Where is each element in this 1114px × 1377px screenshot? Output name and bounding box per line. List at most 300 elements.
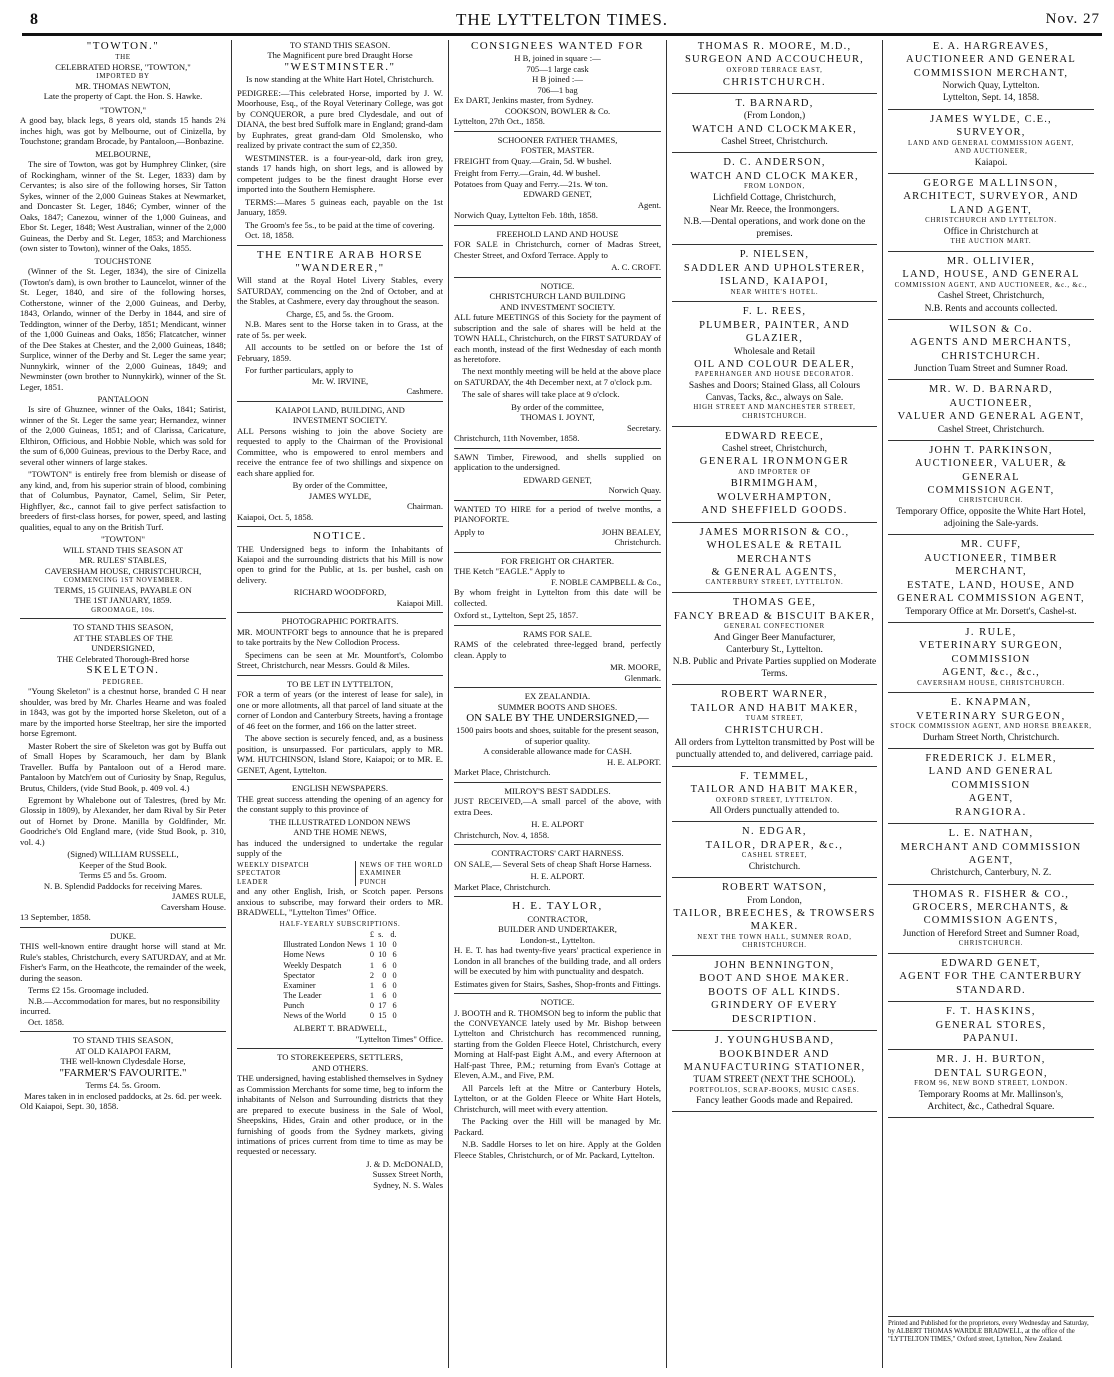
business-card bbox=[672, 156, 877, 240]
card-line: All Orders punctually attended to. bbox=[709, 806, 840, 817]
ad-heading: PHOTOGRAPHIC PORTRAITS. bbox=[281, 616, 399, 627]
table-row bbox=[281, 1001, 398, 1011]
card-line: Durham Street North, Christchurch. bbox=[922, 732, 1060, 743]
divider bbox=[888, 440, 1094, 441]
pence-cell: 0 bbox=[392, 970, 397, 980]
ad-line: A considerable allowance made for CASH. bbox=[483, 746, 632, 757]
divider bbox=[672, 877, 877, 878]
card-line: N. EDGAR, bbox=[741, 826, 808, 838]
signature: Caversham House. bbox=[161, 901, 226, 912]
card-line: THOMAS R. FISHER & CO., bbox=[912, 888, 1070, 900]
table-header-row bbox=[281, 930, 398, 940]
card-line: GENERAL STORES, bbox=[935, 1019, 1047, 1031]
divider bbox=[237, 1048, 443, 1049]
pence-cell: 0 bbox=[392, 1011, 397, 1021]
card-line: T. BARNARD, bbox=[735, 98, 814, 109]
card-line: LAND AGENT, bbox=[950, 204, 1032, 216]
paragraph: PEDIGREE:—This celebrated Horse, imported by J. W. Moorhouse, Esq., of the Royal Veterinary College, was got by CONQUEROR, a pure bred Clydesdale, and out of DIANA, the best bred Suffolk mare in England; grand-dam by Euphrates, great grand-dam Old Smolensko, who realized by private contract the sum of £2,350. bbox=[237, 87, 443, 151]
business-card bbox=[888, 444, 1094, 531]
column-divider bbox=[882, 40, 883, 1368]
divider bbox=[672, 93, 877, 94]
divider bbox=[888, 622, 1094, 623]
divider bbox=[454, 782, 661, 783]
signature: JOHN BEALEY, bbox=[601, 526, 661, 537]
ad-line: Mares taken in in enclosed paddocks, at 2s. 6d. per week. bbox=[24, 1090, 222, 1101]
card-line: All orders from Lyttelton transmitted by Post will be punctually attended to, and delivered, carriage paid. bbox=[674, 738, 875, 761]
divider bbox=[20, 618, 226, 619]
ad-line: The Groom's fee 5s., to be paid at the time of covering. bbox=[245, 219, 435, 230]
card-line: MR. J. H. BURTON, bbox=[936, 1054, 1046, 1066]
divider bbox=[20, 927, 226, 928]
card-line: J. RULE, bbox=[965, 626, 1017, 638]
signature: Cashmere. bbox=[406, 386, 443, 397]
card-line: Canterbury St., Lyttelton. bbox=[726, 644, 823, 655]
card-line: Temporary Rooms at Mr. Mallinson's, bbox=[918, 1089, 1064, 1100]
card-line: CHRISTCHURCH. bbox=[742, 412, 807, 420]
paragraph: H. E. T. has had twenty-five years' practical experience in London in all branches of the building trade, and all orders will be executed by him with punctuality and despatch. bbox=[454, 945, 661, 977]
divider bbox=[888, 884, 1094, 885]
card-line: SURVEYOR, bbox=[956, 127, 1026, 139]
ad-heading: EX ZEALANDIA. bbox=[524, 691, 591, 702]
card-line: F. L. REES, bbox=[742, 306, 807, 318]
divider bbox=[672, 301, 877, 302]
business-card bbox=[888, 538, 1094, 617]
divider bbox=[888, 1049, 1094, 1050]
card-line: AGENT FOR THE CANTERBURY bbox=[899, 971, 1083, 983]
ad-line: Freight from Ferry.—Grain, 4d. ₩ bushel. bbox=[454, 168, 601, 179]
subscription-name: News of the World bbox=[283, 1011, 346, 1021]
table-row bbox=[281, 1011, 398, 1021]
signature: Sydney, N. S. Wales bbox=[373, 1179, 443, 1190]
card-line: PLUMBER, PAINTER, AND GLAZIER, bbox=[699, 319, 850, 345]
business-card bbox=[672, 881, 877, 951]
paragraph: THE great success attending the opening of an agency for the constant supply to this province of bbox=[237, 793, 443, 815]
card-line: CAVERSHAM HOUSE, CHRISTCHURCH. bbox=[917, 679, 1065, 687]
divider bbox=[454, 131, 661, 132]
card-line: PAPANUI. bbox=[963, 1032, 1019, 1044]
signature: J. & D. McDONALD, bbox=[366, 1158, 443, 1169]
newspaper-list bbox=[237, 861, 443, 887]
subscription-name: Punch bbox=[283, 1000, 305, 1010]
column-divider bbox=[666, 40, 667, 1368]
paragraph: The sire of Towton, was got by Humphrey Clinker, (sire of Rockingham, winner of the St. Leger, 1833) dam by Cervantes; is also sire of the following horses, Sir Tatton Sykes, winner of the 2,000 Guineas Stakes at Newmarket, and Doncaster St. Leger, 1846; Cymber, winner of the Oaks, 1847; Canezou, winner of the 1,000 Guineas, and Ebor St. Leger, 1848; West Australian, winner of the 2,000 Guineas, the Derby and St. Leger, 1853; and Marchioness (own sister to Towton), winner of the Oaks, 1855. bbox=[20, 159, 226, 254]
card-line: EDWARD GENET, bbox=[941, 957, 1041, 969]
ad-line: N.B.—Accommodation for mares, but no responsibility incurred. bbox=[20, 995, 220, 1017]
signature: ALBERT T. BRADWELL, bbox=[293, 1023, 387, 1034]
ad-line: By order of the committee, bbox=[511, 401, 604, 412]
card-line: MR. CUFF, bbox=[960, 539, 1022, 551]
business-card bbox=[672, 430, 877, 518]
signature: A. C. CROFT. bbox=[611, 262, 661, 273]
card-line: F. TEMMEL, bbox=[739, 770, 809, 782]
card-line: F. T. HASKINS, bbox=[945, 1006, 1037, 1018]
column-header: s. bbox=[378, 930, 384, 940]
card-line: AGENT, bbox=[968, 793, 1014, 805]
ad-heading: NOTICE. bbox=[540, 997, 575, 1008]
card-line: Kaiapoi. bbox=[974, 157, 1008, 168]
ad-heading: MILROY'S BEST SADDLES. bbox=[504, 785, 611, 796]
card-line: & GENERAL AGENTS, bbox=[711, 567, 838, 578]
divider bbox=[888, 953, 1094, 954]
ad-line: AT OLD KAIAPOI FARM, bbox=[75, 1045, 171, 1056]
card-line: N.B. Public and Private Parties supplied on Moderate Terms. bbox=[672, 657, 877, 680]
ad-heading: SCHOONER FATHER THAMES, bbox=[497, 134, 618, 145]
ad-line: N. B. Splendid Paddocks for receiving Mares. bbox=[43, 880, 203, 891]
business-card bbox=[672, 97, 877, 148]
card-line: EDWARD REECE, bbox=[724, 430, 824, 442]
signature: H. E. ALPORT bbox=[531, 819, 584, 830]
divider bbox=[237, 779, 443, 780]
subscription-name: The Leader bbox=[283, 990, 322, 1000]
card-line: JOHN T. PARKINSON, bbox=[929, 444, 1053, 456]
signature: H. E. ALPORT. bbox=[530, 871, 585, 882]
divider bbox=[888, 692, 1094, 693]
signature: "Lyttelton Times" Office. bbox=[355, 1033, 443, 1044]
card-line: D. C. ANDERSON, bbox=[723, 157, 826, 169]
ad-line: Terms £4. 5s. Groom. bbox=[85, 1080, 161, 1091]
signature: JAMES RULE, bbox=[172, 891, 226, 902]
ad-line: London-st., Lyttelton. bbox=[520, 934, 595, 945]
paragraph: "TOWTON" is entirely free from blemish or disease of any kind, and, from his superior strain of blood, combining that of Columbus, Paynator, Camel, Selim, Sir Peter, Highflyer, &c., cannot fail to give perfect satisfaction to breeders of first-class horses, for power, speed, and lasting qualities, equal to any on the British Turf. bbox=[20, 469, 226, 532]
card-line: MR. W. D. BARNARD, bbox=[929, 384, 1053, 396]
card-line: CHRISTCHURCH. bbox=[722, 76, 827, 88]
card-line: JOHN BENNINGTON, bbox=[714, 959, 835, 971]
card-line: WATCH AND CLOCK MAKER, bbox=[690, 170, 859, 182]
card-line: CANTERBURY STREET, LYTTELTON. bbox=[705, 579, 844, 587]
card-line: RANGIORA. bbox=[955, 806, 1027, 818]
business-card bbox=[672, 40, 877, 89]
card-line: THE AUCTION MART. bbox=[950, 238, 1032, 246]
card-line: Wholesale and Retail bbox=[733, 346, 816, 357]
ad-heading: AND OTHERS. bbox=[311, 1062, 369, 1073]
pounds-cell: 1 bbox=[369, 990, 375, 1000]
ad-line: The Magnificent pure bred Draught Horse bbox=[267, 50, 413, 61]
card-line: LAND AND GENERAL COMMISSION bbox=[928, 766, 1054, 791]
paragraph: FREIGHT from Quay.—Grain, 5d. ₩ bushel. bbox=[454, 155, 612, 166]
paragraph: 1500 pairs boots and shoes, suitable for the present season, of superior quality. bbox=[456, 725, 659, 746]
pounds-cell: 1 bbox=[369, 940, 375, 950]
paragraph: ON SALE,— Several Sets of cheap Shaft Horse Harness. bbox=[454, 858, 652, 869]
shillings-cell: 10 bbox=[378, 940, 387, 950]
business-card bbox=[888, 40, 1094, 105]
imprint: Printed and Published for the proprietors, every Wednesday and Saturday, by ALBERT THOMAS WARDLE BRADWELL, at the office of the "LYTTELTON TIMES," Oxford street, Lyttelton, New Zealand. bbox=[888, 1316, 1094, 1344]
card-line: Cashel Street, Christchurch. bbox=[937, 424, 1045, 435]
divider bbox=[454, 844, 661, 845]
divider bbox=[454, 687, 661, 688]
divider bbox=[888, 1117, 1094, 1118]
business-card bbox=[672, 305, 877, 421]
signature: Secretary. bbox=[626, 422, 661, 433]
business-card bbox=[888, 888, 1094, 949]
ad-line: AT THE STABLES OF THE bbox=[73, 632, 173, 643]
paragraph: Will stand at the Royal Hotel Livery Stables, every SATURDAY, commencing on the 2nd of October, and at the Stables, at Cashmere, every day throughout the season. bbox=[237, 275, 443, 307]
signature: MR. MOORE, bbox=[610, 662, 661, 673]
card-line: ESTATE, LAND, HOUSE, AND bbox=[907, 579, 1075, 591]
ad-line: WILL STAND THIS SEASON AT bbox=[62, 544, 184, 555]
card-line: ROBERT WARNER, bbox=[721, 689, 828, 701]
paragraph: Specimens can be seen at Mr. Mountfort's, Colombo Street, Christchurch, near Messrs. Gould & Miles. bbox=[237, 649, 443, 671]
card-line: WHOLESALE & RETAIL MERCHANTS bbox=[706, 540, 843, 565]
card-line: NEAR WHITE'S HOTEL. bbox=[730, 288, 819, 296]
paper-name: NEWS OF THE WORLD bbox=[359, 860, 443, 869]
divider bbox=[672, 426, 877, 427]
business-card bbox=[888, 383, 1094, 435]
shillings-cell: 17 bbox=[378, 1000, 387, 1010]
card-line: Fancy leather Goods made and Repaired. bbox=[696, 1096, 853, 1107]
paragraph: has induced the undersigned to undertake the regular supply of the bbox=[237, 837, 443, 859]
card-line: COMMISSION AGENT, bbox=[927, 485, 1055, 496]
ad-heading: TO STAND THIS SEASON, bbox=[72, 622, 174, 633]
ad-subheading: CELEBRATED HORSE, "TOWTON," bbox=[55, 61, 191, 72]
signature: Norwich Quay. bbox=[608, 485, 661, 496]
masthead bbox=[22, 6, 1102, 32]
paragraph: THE Undersigned begs to inform the Inhabitants of Kaiapoi and the surrounding districts that his Mill is now open to grind for the Public, at 1s. per bushel, cash on delivery. bbox=[237, 543, 443, 585]
ad-subheading: Late the property of Capt. the Hon. S. Hawke. bbox=[43, 91, 203, 102]
shillings-cell: 6 bbox=[382, 960, 387, 970]
divider bbox=[237, 245, 443, 246]
business-card bbox=[672, 526, 877, 588]
pounds-cell: 0 bbox=[369, 1011, 375, 1021]
paragraph: Egremont by Whalebone out of Talestres, (bred by Mr. Glossip in 1809), by Alexander, her dam Rival by Sir Peter out of Hornet by Drone. Manilla by Goldfinder, Mr. Goodriche's Old England mare, (vide Stud Book, p. 310, vol. 4.) bbox=[20, 794, 226, 847]
section-heading: TOUCHSTONE bbox=[94, 255, 152, 266]
masthead-rule bbox=[22, 33, 1102, 36]
divider bbox=[888, 823, 1094, 824]
card-line: CASHEL STREET, bbox=[741, 852, 808, 860]
column-1 bbox=[20, 40, 226, 1370]
table-heading: HALF-YEARLY SUBSCRIPTIONS. bbox=[279, 919, 401, 928]
paragraph: All Parcels left at the Mitre or Canterbury Hotels, Lyttelton, or at the Golden Fleece or White Hart Hotels, Christchurch, will meet with every attention. bbox=[454, 1082, 661, 1114]
divider bbox=[237, 675, 443, 676]
ad-heading: "FARMER'S FAVOURITE." bbox=[59, 1066, 187, 1079]
business-card bbox=[888, 323, 1094, 375]
ad-line: Market Place, Christchurch. bbox=[454, 881, 551, 892]
card-line: WILSON & Co. bbox=[949, 323, 1033, 335]
paragraph: Is sire of Ghuznee, winner of the Oaks, 1841; Satirist, winner of the St. Leger the same year; Hernandez, winner of the 2,000 Guineas, 1851; and of Clarissa, Caricature, Elthiron, Officious, and Hobbie Noble, which was sold for the sum of 6,000 Guineas, previous to the Derby Race, and several other winners of large stakes. bbox=[20, 404, 226, 467]
business-card bbox=[672, 248, 877, 297]
ad-line: GROOMAGE, 10s. bbox=[91, 605, 155, 614]
card-line: AND AUCTIONEER, bbox=[954, 148, 1028, 156]
page-number: 8 bbox=[30, 11, 38, 28]
subscription-name: Spectator bbox=[283, 970, 315, 980]
divider bbox=[672, 955, 877, 956]
pounds-cell: 1 bbox=[369, 960, 375, 970]
divider bbox=[672, 244, 877, 245]
paragraph: By whom freight in Lyttelton from this date will be collected. bbox=[454, 587, 661, 608]
pence-cell: 6 bbox=[392, 950, 397, 960]
card-line: VETERINARY SURGEON, COMMISSION bbox=[919, 640, 1063, 665]
paragraph: RAMS of the celebrated three-legged brand, perfectly clean. Apply to bbox=[454, 639, 661, 660]
paper-name: LEADER bbox=[237, 877, 269, 886]
card-line: STANDARD. bbox=[956, 984, 1026, 996]
card-line: STOCK COMMISSION AGENT, AND HORSE BREAKER, bbox=[890, 723, 1092, 731]
paragraph: FOR SALE in Christchurch, corner of Madras Street, Chester Street, and Oxford Terrace. Apply to bbox=[454, 239, 661, 260]
card-line: OXFORD TERRACE EAST, bbox=[726, 66, 823, 74]
paper-name: PUNCH bbox=[359, 877, 387, 886]
card-line: Junction of Hereford Street and Sumner Road, bbox=[902, 928, 1080, 939]
ad-heading: SKELETON. bbox=[86, 664, 160, 677]
ad-heading: FOSTER, MASTER. bbox=[520, 145, 595, 156]
card-line: LAND AND GENERAL COMMISSION AGENT, bbox=[908, 139, 1074, 147]
signature: Kaiapoi Mill. bbox=[396, 597, 443, 608]
divider bbox=[454, 277, 661, 278]
ad-date: Christchurch, 11th November, 1858. bbox=[454, 433, 580, 444]
business-card bbox=[888, 957, 1094, 997]
business-card bbox=[672, 770, 877, 818]
card-line: WATCH AND CLOCKMAKER, bbox=[692, 123, 857, 135]
card-line: GENERAL COMMISSION AGENT, bbox=[897, 593, 1085, 605]
newspaper-title: THE LYTTELTON TIMES. bbox=[455, 10, 669, 29]
card-line: Canvas, Tacks, &c., always on Sale. bbox=[705, 393, 844, 404]
card-line: OXFORD STREET, LYTTELTON. bbox=[715, 796, 834, 804]
divider bbox=[888, 534, 1094, 535]
signature: JAMES WYLDE, bbox=[308, 490, 372, 501]
ad-heading: ON SALE BY THE UNDERSIGNED,— bbox=[466, 712, 649, 725]
divider bbox=[888, 251, 1094, 252]
card-line: ROBERT WATSON, bbox=[721, 882, 828, 894]
card-line: TAILOR AND HABIT MAKER, bbox=[690, 784, 859, 796]
card-line: AND IMPORTER OF bbox=[738, 468, 811, 476]
card-line: NEXT THE TOWN HALL, SUMNER ROAD, CHRISTCHURCH. bbox=[697, 933, 852, 950]
card-line: TAILOR, BREECHES, & TROWSERS MAKER. bbox=[673, 907, 876, 933]
ad-heading: NOTICE. bbox=[540, 280, 575, 291]
card-line: CHRISTCHURCH AND LYTTELTON. bbox=[925, 217, 1057, 225]
ad-heading: FOR FREIGHT OR CHARTER. bbox=[501, 555, 614, 566]
card-line: Cashel Street, Christchurch, bbox=[937, 291, 1045, 302]
card-line: AUCTIONEER, bbox=[949, 397, 1033, 409]
card-line: OIL AND COLOUR DEALER, bbox=[694, 358, 855, 370]
paragraph: (Winner of the St. Leger, 1834), the sire of Cinizella (Towton's dam), is own brother to Launcelot, winner of the St. Leger, 1840, and sire of the following horses, Cotherstone, winner of the 2,000 Guineas, and Derby, 1843, Orlando, winner of the Derby in 1844, and sire of Teddington, winner of the Derby, 1851; Mendicant, winner of the 1,000 Guineas and Oaks, 1856; Flatcatcher, winner of the Dee Stakes at Chester, and the 2,000 Guineas, 1848; Surplice, winner of the Derby and St. Leger the same year; Nunnykirk, winner of the 2,000 Guineas, 1849; and Newminster (own brother to Nunnykirk), winner of the St. Leger, 1851. bbox=[20, 266, 226, 392]
business-card bbox=[888, 113, 1094, 169]
card-line: JAMES WYLDE, C.E., bbox=[930, 113, 1052, 125]
paragraph: WESTMINSTER. is a four-year-old, dark iron grey, stands 17 hands high, on short legs, and is allowed by competent judges to be the finest draught Horse ever imported into the Southern Hemisphere. bbox=[237, 152, 443, 195]
ad-line: H B, joined in square :— bbox=[514, 53, 601, 64]
ad-date: 13 September, 1858. bbox=[20, 912, 91, 923]
card-line: MERCHANT AND COMMISSION bbox=[900, 841, 1082, 853]
shillings-cell: 10 bbox=[378, 950, 387, 960]
pounds-cell: 1 bbox=[369, 980, 375, 990]
ad-heading: RAMS FOR SALE. bbox=[522, 628, 592, 639]
divider bbox=[454, 448, 661, 449]
ad-line: Terms £5 and 5s. Groom. bbox=[79, 870, 167, 881]
section-heading: PANTALOON bbox=[97, 394, 149, 404]
ad-line: CONTRACTOR, bbox=[527, 913, 588, 924]
paragraph: FOR a term of years (or the interest of lease for sale), in one or more allotments, all that parcel of land situate at the corner of London and Canterbury Streets, having a frontage of 46 feet on the former, and 166 on the latter street. bbox=[237, 689, 443, 731]
business-card bbox=[672, 959, 877, 1026]
section-heading: PEDIGREE. bbox=[102, 677, 144, 686]
divider bbox=[888, 319, 1094, 320]
card-line: Christchurch, Canterbury, N. Z. bbox=[930, 868, 1052, 879]
table-row bbox=[281, 981, 398, 991]
ad-line: Charge, £5, and 5s. the Groom. bbox=[286, 308, 394, 319]
card-line: AND SHEFFIELD GOODS. bbox=[701, 505, 848, 517]
ad-line: TERMS, 15 GUINEAS, PAYABLE ON bbox=[54, 584, 192, 595]
business-card bbox=[888, 626, 1094, 688]
table-row bbox=[281, 971, 398, 981]
paragraph: SAWN Timber, Firewood, and shells supplied on application to the undersigned. bbox=[454, 451, 661, 473]
ad-date: Old Kaiapoi, Sept. 30, 1858. bbox=[20, 1100, 119, 1111]
ad-line: COMMENCING 1ST NOVEMBER. bbox=[63, 576, 183, 585]
signature: H. E. ALPORT. bbox=[607, 756, 661, 767]
ad-line: Ex DART, Jenkins master, from Sydney. bbox=[454, 95, 594, 106]
card-line: FANCY BREAD & BISCUIT BAKER, bbox=[673, 610, 876, 622]
card-line: Lichfield Cottage, Christchurch, bbox=[713, 192, 836, 203]
column-header: £ bbox=[369, 930, 375, 940]
ad-date: Kaiapoi, Oct. 5, 1858. bbox=[237, 511, 314, 522]
ad-line: THE well-known Clydesdale Horse, bbox=[60, 1056, 186, 1067]
signature: Keeper of the Stud Book. bbox=[79, 859, 167, 870]
shillings-cell: 6 bbox=[382, 990, 387, 1000]
card-line: THOMAS GEE, bbox=[732, 597, 817, 609]
card-line: (From London,) bbox=[743, 111, 806, 122]
divider bbox=[888, 173, 1094, 174]
signature: (Signed) WILLIAM RUSSELL, bbox=[67, 849, 179, 860]
card-line: GENERAL CONFECTIONER bbox=[724, 623, 825, 630]
card-line: FROM LONDON, bbox=[744, 183, 805, 191]
signature: RICHARD WOODFORD, bbox=[293, 587, 387, 598]
ad-heading: FREEHOLD LAND AND HOUSE bbox=[496, 228, 619, 239]
business-card bbox=[888, 255, 1094, 315]
divider bbox=[672, 1111, 877, 1112]
column-divider bbox=[231, 40, 232, 1368]
signature: COOKSON, BOWLER & Co. bbox=[504, 105, 611, 116]
paragraph: The sale of shares will take place at 9 o'clock. bbox=[462, 389, 620, 400]
section-heading: "TOWTON" bbox=[101, 534, 145, 545]
business-card bbox=[672, 825, 877, 873]
business-card bbox=[888, 696, 1094, 744]
paragraph: Master Robert the sire of Skeleton was got by Buffa out of Small Hopes by Scaramouch, her dam by Blank Traveller. Buffa by Pantaloon out of a Herod mare. Pantaloon by Match'em out of Curiosity by Snap, Regulus, Brutus, Childers, (vide Stud Book, p. 409 vol. 4.) bbox=[20, 740, 226, 793]
signature: EDWARD GENET, bbox=[523, 474, 592, 485]
card-line: TUAM STREET (NEXT THE SCHOOL). bbox=[693, 1075, 856, 1086]
divider bbox=[454, 993, 661, 994]
divider bbox=[237, 612, 443, 613]
ad-line: H B joined :— bbox=[532, 74, 583, 85]
card-line: Junction Tuam Street and Sumner Road. bbox=[914, 364, 1068, 375]
pence-cell: 0 bbox=[392, 940, 397, 950]
ad-line: UNDERSIGNED, bbox=[91, 643, 155, 654]
card-line: Near Mr. Reece, the Ironmongers. bbox=[709, 204, 840, 215]
divider bbox=[888, 379, 1094, 380]
card-line: VETERINARY SURGEON, bbox=[916, 710, 1066, 722]
signature: THOMAS I. JOYNT, bbox=[520, 412, 595, 423]
divider bbox=[237, 401, 443, 402]
ad-line: THE 1ST JANUARY, 1859. bbox=[74, 595, 172, 606]
paragraph: MR. MOUNTFORT begs to announce that he is prepared to take portraits by the New Collodion Process. bbox=[237, 626, 443, 648]
ad-heading: NOTICE. bbox=[313, 530, 367, 543]
signature: Mr. W. IRVINE, bbox=[311, 375, 369, 386]
business-card bbox=[672, 1034, 877, 1107]
ad-heading: DUKE. bbox=[109, 930, 137, 941]
card-line: CHRISTCHURCH. bbox=[958, 497, 1024, 505]
column-4 bbox=[672, 40, 877, 1370]
signature: EDWARD GENET, bbox=[523, 189, 592, 200]
card-line: GRINDERY OF EVERY DESCRIPTION. bbox=[711, 1000, 838, 1025]
ad-line: Estimates given for Stairs, Sashes, Shop-fronts and Fittings. bbox=[454, 978, 661, 989]
card-line: HIGH STREET AND MANCHESTER STREET, bbox=[693, 404, 856, 412]
ad-line: Market Place, Christchurch. bbox=[454, 767, 551, 778]
ad-line: Terms £2 15s. Groomage included. bbox=[28, 985, 149, 996]
signature: Chairman. bbox=[406, 501, 443, 512]
divider bbox=[888, 748, 1094, 749]
divider bbox=[454, 225, 661, 226]
card-line: BIRMIMGHAM, WOLVERHAMPTON, bbox=[716, 478, 833, 503]
card-line: Office in Christchurch at bbox=[943, 227, 1039, 238]
ad-line: AND THE HOME NEWS, bbox=[293, 827, 387, 838]
ad-date: Christchurch, Nov. 4, 1858. bbox=[454, 829, 550, 840]
paragraph: N.B. Saddle Horses to let on hire. Apply at the Golden Fleece Stables, Christchurch, or of Mr. Packard, Lyttelton. bbox=[454, 1139, 661, 1160]
card-line: Sashes and Doors; Stained Glass, all Colours bbox=[688, 380, 861, 391]
card-line: TAILOR AND HABIT MAKER, bbox=[690, 702, 859, 714]
ad-date: Oct. 18, 1858. bbox=[245, 230, 294, 241]
